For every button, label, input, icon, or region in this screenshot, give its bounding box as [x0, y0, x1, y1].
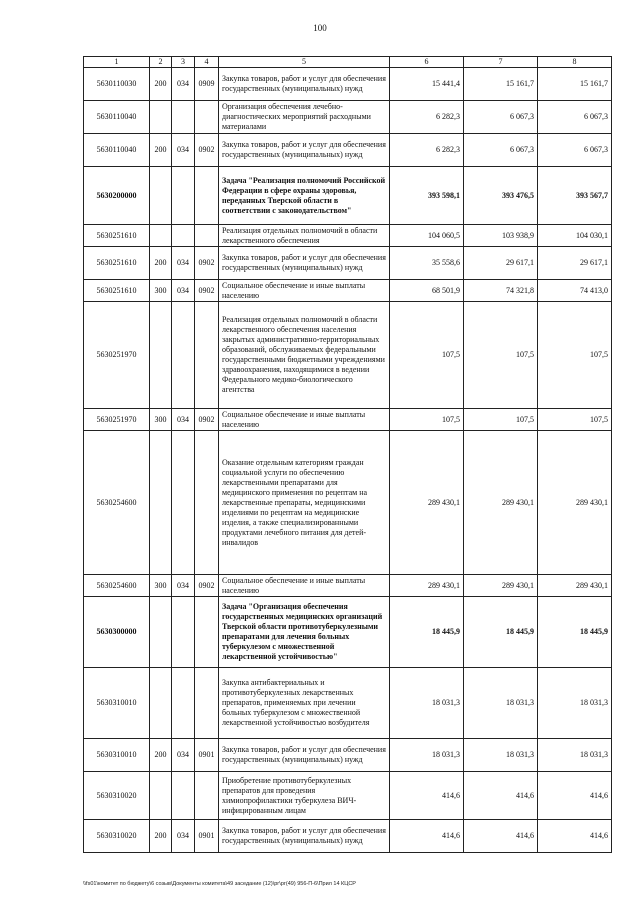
cell-c4	[195, 167, 219, 225]
cell-c3: 034	[172, 247, 195, 280]
cell-desc: Реализация отдельных полномочий в области лекарственного обеспечения	[219, 225, 390, 247]
cell-v7: 414,6	[464, 772, 538, 820]
cell-c2	[150, 167, 172, 225]
cell-c2	[150, 772, 172, 820]
cell-c2	[150, 597, 172, 668]
cell-v8: 414,6	[538, 772, 612, 820]
cell-v6: 18 445,9	[390, 597, 464, 668]
cell-code: 5630254600	[84, 431, 150, 575]
header-cell: 1	[84, 57, 150, 68]
table-row	[84, 820, 612, 853]
cell-code: 5630310020	[84, 820, 150, 853]
cell-v7: 18 031,3	[464, 668, 538, 739]
cell-c2	[150, 225, 172, 247]
cell-v8: 107,5	[538, 409, 612, 431]
cell-code: 5630310020	[84, 772, 150, 820]
table-row	[84, 431, 612, 575]
cell-v7: 18 031,3	[464, 739, 538, 772]
table-row	[84, 167, 612, 225]
cell-v6: 289 430,1	[390, 431, 464, 575]
cell-desc: Реализация отдельных полномочий в области лекарственного обеспечения населения закрытых административно-территориальных образований, обслуживаемых федеральными государственными бюджетными учреждениями здравоохранения, находящимися в ведении Федерального медико-биологического агентства	[219, 302, 390, 409]
table-row	[84, 280, 612, 302]
cell-v7: 6 067,3	[464, 101, 538, 134]
cell-c4	[195, 225, 219, 247]
cell-c3	[172, 225, 195, 247]
cell-v8: 414,6	[538, 820, 612, 853]
cell-c3: 034	[172, 280, 195, 302]
cell-v6: 18 031,3	[390, 668, 464, 739]
cell-v8: 289 430,1	[538, 575, 612, 597]
cell-c4: 0901	[195, 820, 219, 853]
cell-code: 5630251610	[84, 247, 150, 280]
table-row	[84, 575, 612, 597]
cell-c3	[172, 101, 195, 134]
cell-c4	[195, 772, 219, 820]
cell-c4	[195, 101, 219, 134]
cell-v7: 6 067,3	[464, 134, 538, 167]
table-row	[84, 739, 612, 772]
cell-desc: Задача "Реализация полномочий Российской Федерации в сфере охраны здоровья, переданных Тверской области в соответствии с законодательством"	[219, 167, 390, 225]
cell-c2: 300	[150, 409, 172, 431]
cell-v6: 35 558,6	[390, 247, 464, 280]
cell-v7: 107,5	[464, 302, 538, 409]
cell-v6: 107,5	[390, 302, 464, 409]
cell-v8: 15 161,7	[538, 68, 612, 101]
cell-c2: 300	[150, 575, 172, 597]
cell-desc: Закупка товаров, работ и услуг для обеспечения государственных (муниципальных) нужд	[219, 68, 390, 101]
cell-v8: 18 445,9	[538, 597, 612, 668]
cell-v6: 289 430,1	[390, 575, 464, 597]
cell-v6: 6 282,3	[390, 101, 464, 134]
table-row	[84, 101, 612, 134]
cell-c4: 0909	[195, 68, 219, 101]
cell-c3: 034	[172, 739, 195, 772]
cell-desc: Социальное обеспечение и иные выплаты населению	[219, 575, 390, 597]
cell-c4	[195, 668, 219, 739]
cell-c4: 0902	[195, 247, 219, 280]
cell-c3	[172, 167, 195, 225]
cell-v7: 103 938,9	[464, 225, 538, 247]
cell-v7: 15 161,7	[464, 68, 538, 101]
cell-v6: 15 441,4	[390, 68, 464, 101]
cell-c3	[172, 772, 195, 820]
budget-table	[83, 56, 612, 853]
cell-v8: 6 067,3	[538, 101, 612, 134]
cell-c3	[172, 302, 195, 409]
cell-c2: 200	[150, 68, 172, 101]
cell-c3	[172, 668, 195, 739]
cell-code: 5630310010	[84, 739, 150, 772]
cell-v8: 289 430,1	[538, 431, 612, 575]
cell-desc: Социальное обеспечение и иные выплаты населению	[219, 280, 390, 302]
table-row	[84, 225, 612, 247]
header-cell: 8	[538, 57, 612, 68]
cell-v6: 6 282,3	[390, 134, 464, 167]
cell-desc: Социальное обеспечение и иные выплаты населению	[219, 409, 390, 431]
cell-c4: 0902	[195, 280, 219, 302]
cell-v6: 104 060,5	[390, 225, 464, 247]
table-row	[84, 597, 612, 668]
cell-c2: 200	[150, 247, 172, 280]
header-cell: 4	[195, 57, 219, 68]
cell-v7: 29 617,1	[464, 247, 538, 280]
cell-code: 5630110040	[84, 101, 150, 134]
cell-c2	[150, 101, 172, 134]
cell-v8: 393 567,7	[538, 167, 612, 225]
cell-c4	[195, 597, 219, 668]
cell-code: 5630300000	[84, 597, 150, 668]
table-row	[84, 302, 612, 409]
cell-c2: 300	[150, 280, 172, 302]
cell-v6: 18 031,3	[390, 739, 464, 772]
cell-v7: 18 445,9	[464, 597, 538, 668]
cell-v8: 104 030,1	[538, 225, 612, 247]
cell-c2	[150, 431, 172, 575]
table-row	[84, 247, 612, 280]
cell-c3	[172, 431, 195, 575]
cell-c4	[195, 431, 219, 575]
cell-code: 5630251970	[84, 409, 150, 431]
cell-v8: 74 413,0	[538, 280, 612, 302]
cell-c4	[195, 302, 219, 409]
table-row	[84, 409, 612, 431]
header-cell: 2	[150, 57, 172, 68]
cell-desc: Организация обеспечения лечебно-диагностических мероприятий расходными материалами	[219, 101, 390, 134]
cell-code: 5630251970	[84, 302, 150, 409]
cell-v6: 393 598,1	[390, 167, 464, 225]
cell-v7: 289 430,1	[464, 431, 538, 575]
cell-c2	[150, 302, 172, 409]
cell-v6: 414,6	[390, 772, 464, 820]
cell-v7: 393 476,5	[464, 167, 538, 225]
cell-code: 5630110030	[84, 68, 150, 101]
cell-c2: 200	[150, 739, 172, 772]
header-cell: 7	[464, 57, 538, 68]
cell-desc: Приобретение противотуберкулезных препаратов для проведения химиопрофилактики туберкулеза ВИЧ-инфицированным лицам	[219, 772, 390, 820]
cell-desc: Закупка товаров, работ и услуг для обеспечения государственных (муниципальных) нужд	[219, 739, 390, 772]
cell-code: 5630251610	[84, 280, 150, 302]
cell-c2	[150, 668, 172, 739]
header-cell: 3	[172, 57, 195, 68]
table-row	[84, 68, 612, 101]
cell-c4: 0901	[195, 739, 219, 772]
cell-v6: 414,6	[390, 820, 464, 853]
cell-code: 5630200000	[84, 167, 150, 225]
cell-v7: 414,6	[464, 820, 538, 853]
cell-c4: 0902	[195, 575, 219, 597]
cell-v6: 107,5	[390, 409, 464, 431]
cell-c3: 034	[172, 409, 195, 431]
table-row	[84, 772, 612, 820]
cell-c3: 034	[172, 575, 195, 597]
cell-v8: 6 067,3	[538, 134, 612, 167]
cell-c3: 034	[172, 820, 195, 853]
cell-c2: 200	[150, 820, 172, 853]
cell-c4: 0902	[195, 409, 219, 431]
cell-desc: Закупка антибактериальных и противотуберкулезных лекарственных препаратов, применяемых при лечении больных туберкулезом с множественной лекарственной устойчивостью возбудителя	[219, 668, 390, 739]
cell-desc: Задача "Организация обеспечения государственных медицинских организаций Тверской области противотуберкулезными препаратами для лечения больных туберкулезом с множественной лекарственной устойчивостью"	[219, 597, 390, 668]
cell-c4: 0902	[195, 134, 219, 167]
header-row	[84, 57, 612, 68]
table-row	[84, 134, 612, 167]
file-path-footer: \\fs01\комитет по бюджету\6 созыв\Документы комитета\49 заседание (12)\рг\рг(49) 956-П-6\Прил 14 КЦСР	[83, 881, 356, 887]
cell-v8: 18 031,3	[538, 668, 612, 739]
cell-c2: 200	[150, 134, 172, 167]
cell-code: 5630251610	[84, 225, 150, 247]
page-number: 100	[313, 23, 327, 33]
header-cell: 5	[219, 57, 390, 68]
cell-c3: 034	[172, 134, 195, 167]
cell-code: 5630110040	[84, 134, 150, 167]
cell-v7: 107,5	[464, 409, 538, 431]
cell-code: 5630310010	[84, 668, 150, 739]
cell-v7: 289 430,1	[464, 575, 538, 597]
cell-v7: 74 321,8	[464, 280, 538, 302]
cell-v8: 29 617,1	[538, 247, 612, 280]
cell-desc: Оказание отдельным категориям граждан социальной услуги по обеспечению лекарственными препаратами для медицинского применения по рецептам на лекарственные препараты, медицинскими изделиями по рецептам на медицинские изделия, а также специализированными продуктами лечебного питания для детей-инвалидов	[219, 431, 390, 575]
header-cell: 6	[390, 57, 464, 68]
table-row	[84, 668, 612, 739]
cell-desc: Закупка товаров, работ и услуг для обеспечения государственных (муниципальных) нужд	[219, 820, 390, 853]
cell-code: 5630254600	[84, 575, 150, 597]
cell-v8: 107,5	[538, 302, 612, 409]
cell-v6: 68 501,9	[390, 280, 464, 302]
cell-c3: 034	[172, 68, 195, 101]
cell-c3	[172, 597, 195, 668]
cell-desc: Закупка товаров, работ и услуг для обеспечения государственных (муниципальных) нужд	[219, 247, 390, 280]
cell-v8: 18 031,3	[538, 739, 612, 772]
cell-desc: Закупка товаров, работ и услуг для обеспечения государственных (муниципальных) нужд	[219, 134, 390, 167]
